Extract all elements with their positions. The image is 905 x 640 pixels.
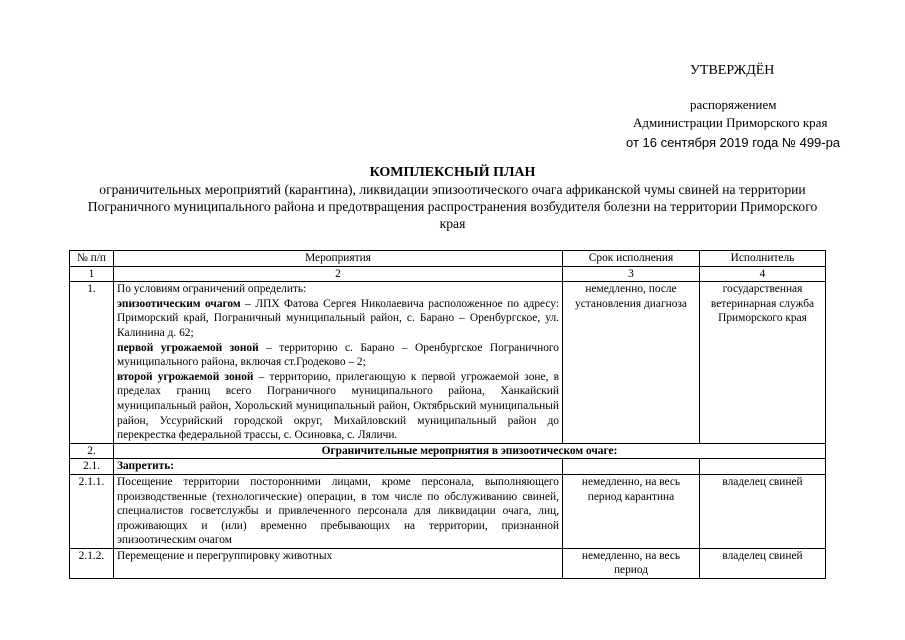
term-cell: немедленно, на весь период карантина (563, 474, 700, 548)
term-cell (563, 459, 700, 475)
measure-intro: По условиям ограничений определить: (117, 283, 307, 296)
section-row (70, 443, 826, 459)
zone1-text: – территорию с. Барано – Оренбургское Пограничного муниципального района, включая ст.Гродеково – 2; (117, 341, 560, 369)
executor-cell (700, 459, 826, 475)
executor-cell: владелец свиней (700, 474, 826, 548)
approval-stamp: УТВЕРЖДЁН (690, 63, 775, 78)
row-number: 2. (70, 443, 114, 459)
zone2-label: второй угрожаемой зоной (117, 370, 254, 383)
order-line-2: Администрации Приморского края (633, 115, 828, 130)
table-row (70, 459, 826, 475)
table-row (70, 474, 826, 548)
executor-cell: государственная ветеринарная служба Приморского края (700, 282, 826, 444)
focus-text: – ЛПХ Фатова Сергея Николаевича расположенное по адресу: Приморский край, Пограничный муниципальный район, с. Барано – Оренбургское, ул. Калинина д. 62; (117, 297, 560, 339)
order-date-number: от 16 сентября 2019 года № 499-ра (626, 135, 841, 150)
row-number: 2.1. (70, 459, 114, 475)
row-number: 2.1.1. (70, 474, 114, 548)
column-number: 2 (114, 266, 563, 282)
header-term: Срок исполнения (563, 251, 700, 267)
header-executor: Исполнитель (700, 251, 826, 267)
section-title: Ограничительные мероприятия в эпизоотическом очаге: (114, 443, 826, 459)
plan-table (69, 250, 826, 579)
column-number-row (70, 266, 826, 282)
row-number: 2.1.2. (70, 548, 114, 578)
measure-cell: Посещение территории посторонними лицами, кроме персонала, выполняющего производственные (технологические) операции, в том числе по обслуживанию свиней, специалистов госветслужбы и привлеченного персонала для ликвидации очага, лиц, проживающих и (или) временно пребывающих на территории, признанной эпизоотическим очагом (114, 474, 563, 548)
header-measures: Мероприятия (114, 251, 563, 267)
table-row (70, 548, 826, 578)
executor-cell: владелец свиней (700, 548, 826, 578)
document-title: КОМПЛЕКСНЫЙ ПЛАН (369, 165, 536, 180)
measure-cell (114, 282, 563, 444)
term-cell: немедленно, на весь период (563, 548, 700, 578)
measure-cell: Запретить: (114, 459, 563, 475)
zone2-text: – территорию, прилегающую к первой угрожаемой зоне, в пределах границ всего Пограничного муниципального района, Ханкайский муниципальный район, Хорольский муниципальный район, Октябрьский муниципальный район, Уссурийский городской округ, Михайловский муниципальный район до перекрестка федеральной трассы, с. Осиновка, с. Ляличи. (117, 370, 559, 442)
measure-cell: Перемещение и перегруппировку животных (114, 548, 563, 578)
table-header-row (70, 251, 826, 267)
column-number: 3 (563, 266, 700, 282)
row-number: 1. (70, 282, 114, 444)
column-number: 4 (700, 266, 826, 282)
focus-label: эпизоотическим очагом (117, 297, 241, 310)
header-num: № п/п (70, 251, 114, 267)
term-cell: немедленно, после установления диагноза (563, 282, 700, 444)
zone1-label: первой угрожаемой зоной (117, 341, 259, 354)
order-line-1: распоряжением (690, 97, 777, 112)
table-row (70, 282, 826, 444)
document-subtitle: ограничительных мероприятий (карантина), ликвидации эпизоотического очага африканской чумы свиней на территории Пограничного муниципального района и предотвращения распространения возбудителя болезни на территории Приморского края (87, 182, 818, 231)
column-number: 1 (70, 266, 114, 282)
